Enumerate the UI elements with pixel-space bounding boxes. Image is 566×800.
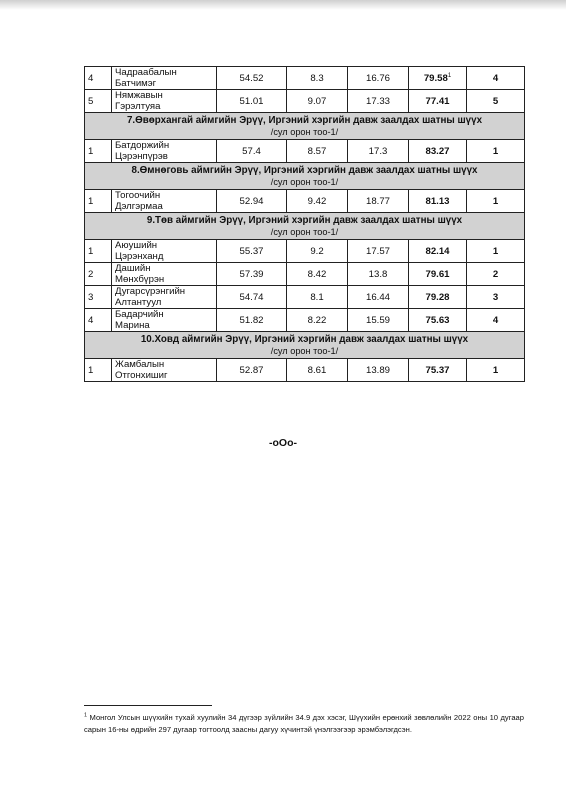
scan-edge <box>0 0 566 10</box>
candidate-name: Дугарсүрэнгийн Алтантуул <box>112 286 217 309</box>
score-1: 57.39 <box>217 263 287 286</box>
section-header <box>85 113 525 140</box>
score-2: 9.2 <box>287 240 348 263</box>
score-3: 16.44 <box>348 286 409 309</box>
score-1: 51.82 <box>217 309 287 332</box>
section-header <box>85 332 525 359</box>
score-1: 57.4 <box>217 140 287 163</box>
section-subtitle: /сул орон тоо-1/ <box>270 176 339 187</box>
row-number: 1 <box>85 190 112 213</box>
section-subtitle: /сул орон тоо-1/ <box>270 226 339 237</box>
footnote-divider <box>84 705 212 706</box>
score-1: 54.74 <box>217 286 287 309</box>
rank: 2 <box>467 263 525 286</box>
row-number: 1 <box>85 140 112 163</box>
rank: 4 <box>467 67 525 90</box>
section-header <box>85 213 525 240</box>
score-2: 8.3 <box>287 67 348 90</box>
rank: 1 <box>467 240 525 263</box>
table-row <box>85 190 525 213</box>
footnote <box>84 712 524 735</box>
score-2: 9.42 <box>287 190 348 213</box>
score-3: 15.59 <box>348 309 409 332</box>
score-2: 8.22 <box>287 309 348 332</box>
total-score: 77.41 <box>409 90 467 113</box>
footnote-text: Монгол Улсын шүүхийн тухай хуулийн 34 дүгээр зүйлийн 34.9 дэх хэсэг, Шүүхийн ерөнхий зөвлөлийн 2022 оны 10 дугаар сарын 16-ны өдрийн 297 дугаар тогтоолд заасны дагуу хүчинтэй үнэлгээгээр эрэмбэлэгдсэн. <box>84 713 524 734</box>
score-2: 9.07 <box>287 90 348 113</box>
rank: 5 <box>467 90 525 113</box>
score-2: 8.1 <box>287 286 348 309</box>
candidate-name: Тогоочийн Дэлгэрмаа <box>112 190 217 213</box>
row-number: 4 <box>85 309 112 332</box>
score-3: 17.33 <box>348 90 409 113</box>
table-row <box>85 140 525 163</box>
score-3: 16.76 <box>348 67 409 90</box>
total-score: 83.27 <box>409 140 467 163</box>
footnote-number: 1 <box>84 712 88 719</box>
score-3: 17.3 <box>348 140 409 163</box>
section-subtitle: /сул орон тоо-1/ <box>270 126 339 137</box>
table-row <box>85 309 525 332</box>
row-number: 5 <box>85 90 112 113</box>
row-number: 4 <box>85 67 112 90</box>
end-marker: -oOo- <box>269 437 297 449</box>
total-score: 75.63 <box>409 309 467 332</box>
table-row <box>85 359 525 382</box>
section-title: 8.Өмнөговь аймгийн Эрүү, Иргэний хэргийн давж заалдах шатны шүүх <box>131 164 478 176</box>
table-row <box>85 286 525 309</box>
score-2: 8.57 <box>287 140 348 163</box>
total-score: 79.61 <box>409 263 467 286</box>
results-table <box>84 66 525 382</box>
total-score: 79.58$^1$ <box>409 67 467 90</box>
score-1: 55.37 <box>217 240 287 263</box>
score-1: 54.52 <box>217 67 287 90</box>
table-row <box>85 240 525 263</box>
score-3: 13.8 <box>348 263 409 286</box>
footnote-mark: 1 <box>447 72 452 79</box>
section-title: 9.Төв аймгийн Эрүү, Иргэний хэргийн давж заалдах шатны шүүх <box>146 214 463 226</box>
candidate-name: Жамбалын Отгонхишиг <box>112 359 217 382</box>
total-score: 79.28 <box>409 286 467 309</box>
section-title: 7.Өвөрхангай аймгийн Эрүү, Иргэний хэргийн давж заалдах шатны шүүх <box>126 114 483 126</box>
candidate-name: Бадарчийн Марина <box>112 309 217 332</box>
rank: 1 <box>467 190 525 213</box>
section-title: 10.Ховд аймгийн Эрүү, Иргэний хэргийн давж заалдах шатны шүүх <box>140 333 469 345</box>
total-score: 75.37 <box>409 359 467 382</box>
row-number: 1 <box>85 359 112 382</box>
score-3: 18.77 <box>348 190 409 213</box>
row-number: 3 <box>85 286 112 309</box>
table-row <box>85 90 525 113</box>
candidate-name: Чадраабалын Батчимэг <box>112 67 217 90</box>
score-1: 52.94 <box>217 190 287 213</box>
score-1: 51.01 <box>217 90 287 113</box>
score-2: 8.61 <box>287 359 348 382</box>
candidate-name: Аюушийн Цэрэнханд <box>112 240 217 263</box>
table-row <box>85 67 525 90</box>
candidate-name: Нямжавын Гэрэлтуяа <box>112 90 217 113</box>
rank: 1 <box>467 359 525 382</box>
rank: 4 <box>467 309 525 332</box>
score-2: 8.42 <box>287 263 348 286</box>
candidate-name: Батдоржийн Цэрэнпүрэв <box>112 140 217 163</box>
row-number: 1 <box>85 240 112 263</box>
candidate-name: Дашийн Мөнхбүрэн <box>112 263 217 286</box>
table-row <box>85 263 525 286</box>
row-number: 2 <box>85 263 112 286</box>
rank: 3 <box>467 286 525 309</box>
score-1: 52.87 <box>217 359 287 382</box>
score-3: 17.57 <box>348 240 409 263</box>
total-score: 81.13 <box>409 190 467 213</box>
section-header <box>85 163 525 190</box>
total-score: 82.14 <box>409 240 467 263</box>
score-3: 13.89 <box>348 359 409 382</box>
rank: 1 <box>467 140 525 163</box>
section-subtitle: /сул орон тоо-1/ <box>270 345 339 356</box>
